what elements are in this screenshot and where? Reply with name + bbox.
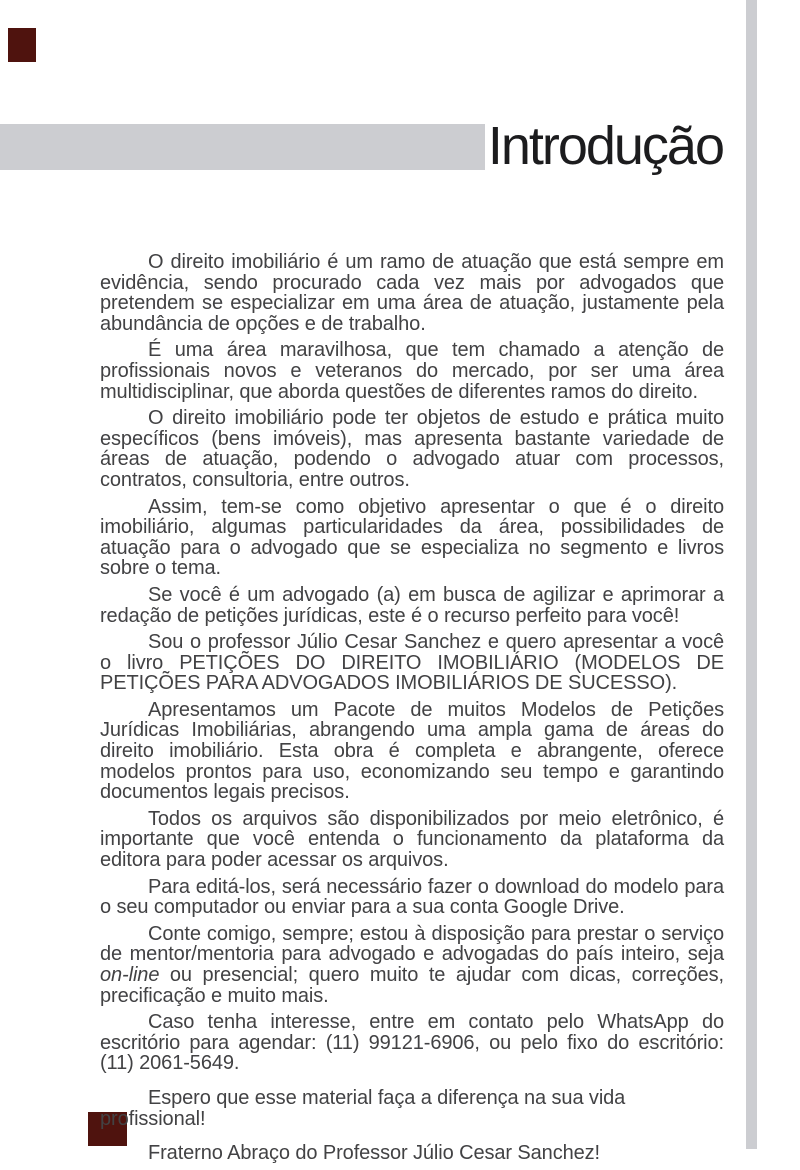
text-run: Fraterno Abraço do Professor Júlio Cesar Sanchez! [148,1142,600,1165]
text-run: Sou o professor Júlio Cesar Sanchez e quero apresentar a você o livro PETIÇÕES DO DIREITO IMOBILIÁRIO (MODELOS DE PETIÇÕES PARA ADVOGADOS IMOBILIÁRIOS DE SUCESSO). [100,631,724,695]
paragraph [100,252,724,334]
paragraph [100,1088,724,1129]
paragraph [100,877,724,918]
paragraph [100,340,724,402]
text-run: Apresentamos um Pacote de muitos Modelos de Petições Jurídicas Imobiliárias, abrangendo uma ampla gama de áreas do direito imobiliário. Esta obra é completa e abrangente, oferece modelos prontos para uso, economizando seu tempo e garantindo documentos legais precisos. [100,698,724,804]
text-run: Todos os arquivos são disponibilizados por meio eletrônico, é importante que você entenda o funcionamento da plataforma da editora para poder acessar os arquivos. [100,807,724,872]
paragraph [100,408,724,490]
paragraph [100,585,724,626]
body-text [100,252,724,1170]
title-band-bar [0,124,485,170]
page-edge-strip [746,0,757,1149]
text-run: Para editá-los, será necessário fazer o download do modelo para o seu computador ou enviar para a sua conta Google Drive. [100,875,724,919]
text-run: Assim, tem-se como objetivo apresentar o que é o direito imobiliário, algumas particularidades da área, possibilidades de atuação para o advogado que se especializa no segmento e livros sobre o tema. [100,495,724,580]
corner-accent-top [8,28,36,62]
paragraph [100,809,724,871]
paragraph [100,924,724,1006]
text-run: Caso tenha interesse, entre em contato pelo WhatsApp do escritório para agendar: (11) 99121-6906, ou pelo fixo do escritório: (11) 2061-5649. [100,1011,724,1075]
paragraph [100,1012,724,1074]
text-run: O direito imobiliário é um ramo de atuação que está sempre em evidência, sendo procurado cada vez mais por advogados que pretendem se especializar em uma área de atuação, justamente pela abundância de opções e de trabalho. [100,251,724,335]
paragraph [100,1143,724,1164]
text-run: Espero que esse material faça a diferença na sua vida profissional! [100,1086,626,1130]
text-run: Conte comigo, sempre; estou à disposição para prestar o serviço de mentor/mentoria para advogado e advogadas do país inteiro, seja [100,922,724,966]
paragraph [100,700,724,803]
text-run: Se você é um advogado (a) em busca de agilizar e aprimorar a redação de petições jurídicas, este é o recurso perfeito para você! [100,583,724,627]
chapter-title: Introdução [487,116,723,176]
text-run: ou presencial; quero muito te ajudar com dicas, correções, precificação e muito mais. [100,964,724,1007]
paragraph [100,497,724,579]
italic-text-run: on-line [100,964,160,986]
paragraph [100,632,724,694]
text-run: É uma área maravilhosa, que tem chamado a atenção de profissionais novos e veteranos do mercado, por ser uma área multidisciplinar, que aborda questões de diferentes ramos do direito. [100,339,724,403]
text-run: O direito imobiliário pode ter objetos de estudo e prática muito específicos (bens imóveis), mas apresenta bastante variedade de áreas de atuação, podendo o advogado atuar com processos, contratos, consultoria, entre outros. [100,407,724,491]
